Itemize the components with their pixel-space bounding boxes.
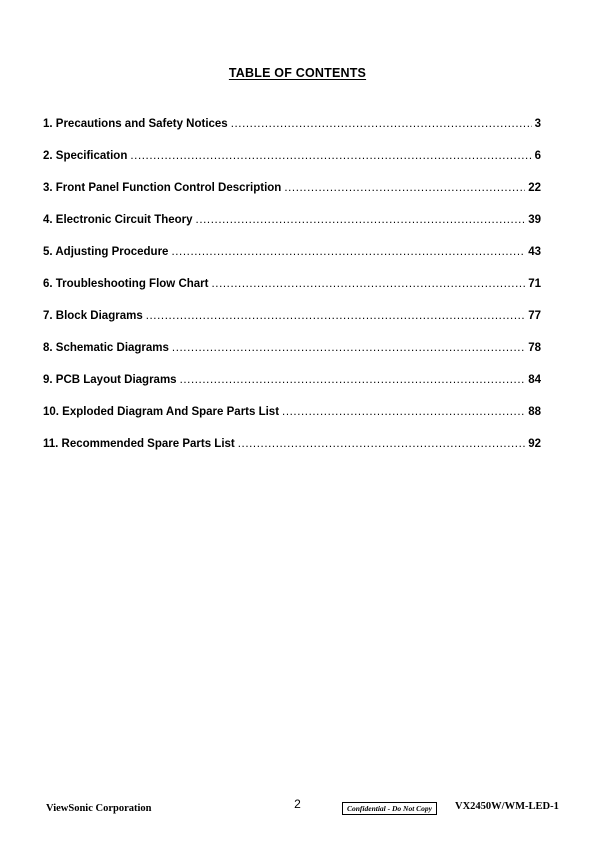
toc-entry-page: 6 [534, 150, 541, 162]
toc-entry[interactable] [43, 342, 541, 374]
footer-page-number: 2 [294, 797, 301, 811]
toc-entry-label: 3. Front Panel Function Control Description [43, 182, 282, 194]
toc-entry[interactable] [43, 374, 541, 406]
toc-entry-label: 2. Specification [43, 150, 128, 162]
toc-entry[interactable] [43, 278, 541, 310]
footer-confidential-box: Confidential - Do Not Copy [342, 802, 437, 815]
toc-entry-page: 77 [528, 310, 541, 322]
footer-company: ViewSonic Corporation [46, 803, 152, 814]
toc-entry[interactable] [43, 438, 541, 470]
toc-entry-label: 11. Recommended Spare Parts List [43, 438, 235, 450]
toc-leader-dots [130, 150, 531, 162]
toc-leader-dots [180, 374, 526, 386]
toc-entry-label: 6. Troubleshooting Flow Chart [43, 278, 209, 290]
toc-leader-dots [196, 214, 526, 226]
toc-entry[interactable] [43, 150, 541, 182]
toc-leader-dots [282, 406, 525, 418]
toc-entry-page: 71 [528, 278, 541, 290]
toc-leader-dots [231, 118, 532, 130]
toc-entry-page: 78 [528, 342, 541, 354]
toc-entry-label: 4. Electronic Circuit Theory [43, 214, 193, 226]
toc-entry[interactable] [43, 310, 541, 342]
toc-entry-page: 88 [528, 406, 541, 418]
toc-entry-page: 22 [528, 182, 541, 194]
toc-entry-label: 1. Precautions and Safety Notices [43, 118, 228, 130]
footer-model-number: VX2450W/WM-LED-1 [455, 801, 559, 812]
toc-entry-page: 43 [528, 246, 541, 258]
page-title [0, 66, 595, 80]
toc-entry[interactable] [43, 182, 541, 214]
toc-entry-label: 8. Schematic Diagrams [43, 342, 169, 354]
toc-leader-dots [172, 342, 525, 354]
toc-entry-label: 7. Block Diagrams [43, 310, 143, 322]
toc-leader-dots [171, 246, 525, 258]
toc-leader-dots [146, 310, 525, 322]
toc-entry[interactable] [43, 246, 541, 278]
toc-entry-page: 92 [528, 438, 541, 450]
page-title-text: TABLE OF CONTENTS [228, 66, 367, 80]
toc-entry-page: 39 [528, 214, 541, 226]
toc-entry[interactable] [43, 214, 541, 246]
toc-leader-dots [238, 438, 525, 450]
toc-entry[interactable] [43, 406, 541, 438]
table-of-contents [43, 118, 541, 470]
toc-entry[interactable] [43, 118, 541, 150]
toc-entry-page: 84 [528, 374, 541, 386]
toc-leader-dots [211, 278, 525, 290]
toc-entry-label: 9. PCB Layout Diagrams [43, 374, 177, 386]
toc-leader-dots [284, 182, 525, 194]
toc-entry-page: 3 [534, 118, 541, 130]
toc-entry-label: 10. Exploded Diagram And Spare Parts List [43, 406, 280, 418]
toc-entry-label: 5. Adjusting Procedure [43, 246, 169, 258]
